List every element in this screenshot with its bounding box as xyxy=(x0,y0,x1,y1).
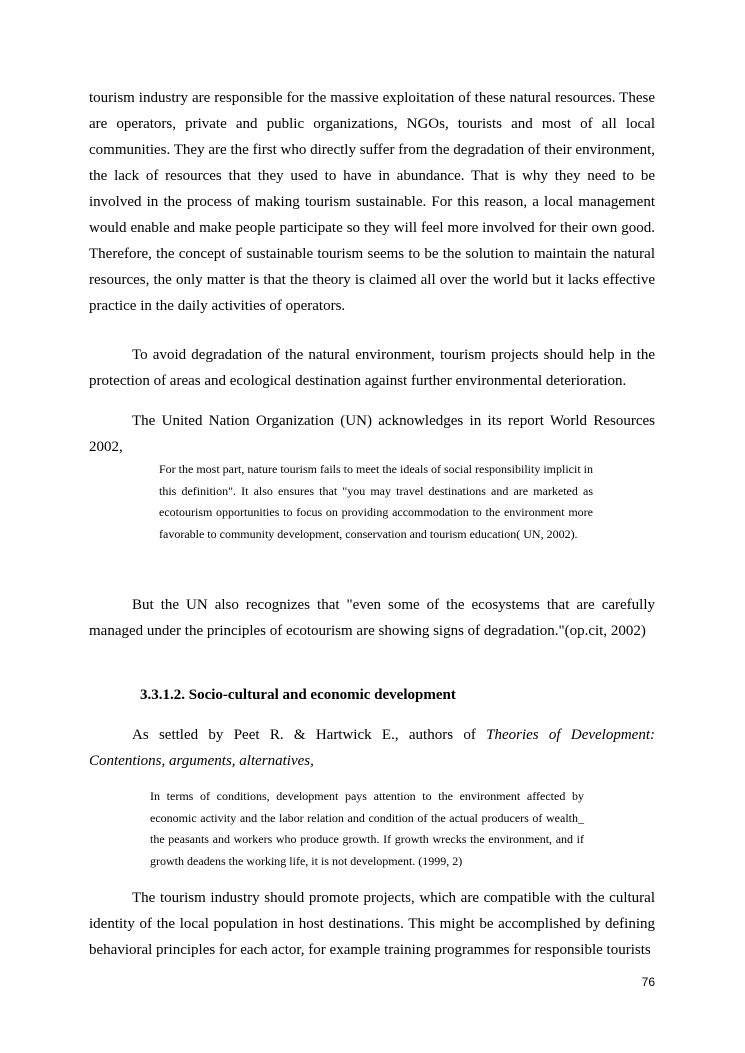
paragraph-un-recognizes: But the UN also recognizes that "even some of the ecosystems that are carefully managed under the principles of ecotourism are showing signs of degradation."(op.cit, 2002) xyxy=(89,597,655,639)
paragraph-tourism-industry: The tourism industry should promote projects, which are compatible with the cultural identity of the local population in host destinations. This might be accomplished by defining behavioral principles for each actor, for example training programmes for responsible tourists xyxy=(89,890,655,958)
block-quote-development: In terms of conditions, development pays attention to the environment affected by economic activity and the labor relation and condition of the actual producers of wealth_ the peasants and workers who produce growth. If growth wrecks the environment, and if growth deadens the working life, it is not development. (1999, 2) xyxy=(150,789,584,868)
book-title: Theories of Development: Contentions, arguments, alternatives, xyxy=(89,727,656,769)
paragraph-avoid-degradation: To avoid degradation of the natural environment, tourism projects should help in the protection of areas and ecological destination against further environmental deterioration. xyxy=(89,347,655,389)
page-number: 76 xyxy=(641,975,655,989)
section-heading: 3.3.1.2. Socio-cultural and economic development xyxy=(140,687,456,703)
block-quote-un: For the most part, nature tourism fails to meet the ideals of social responsibility implicit in this definition". It also ensures that "you may travel destinations and are marketed as ecotourism opportunities to focus on providing accommodation to the environment more favorable to community development, conservation and tourism education( UN, 2002). xyxy=(159,462,593,541)
paragraph-peet-hartwick xyxy=(89,722,655,774)
paragraph-un-report: The United Nation Organization (UN) acknowledges in its report World Resources 2002, xyxy=(89,413,655,455)
paragraph-tourism-responsibility: tourism industry are responsible for the massive exploitation of these natural resources. These are operators, private and public organizations, NGOs, tourists and most of all local communities. They are the first who directly suffer from the degradation of their environment, the lack of resources that they used to have in abundance. That is why they need to be involved in the process of making tourism sustainable. For this reason, a local management would enable and make people participate so they will feel more involved for their own good. Therefore, the concept of sustainable tourism seems to be the solution to maintain the natural resources, the only matter is that the theory is claimed all over the world but it lacks effective practice in the daily activities of operators. xyxy=(89,90,655,314)
paragraph-peet-hartwick-intro: As settled by Peet R. & Hartwick E., authors of xyxy=(132,727,487,743)
